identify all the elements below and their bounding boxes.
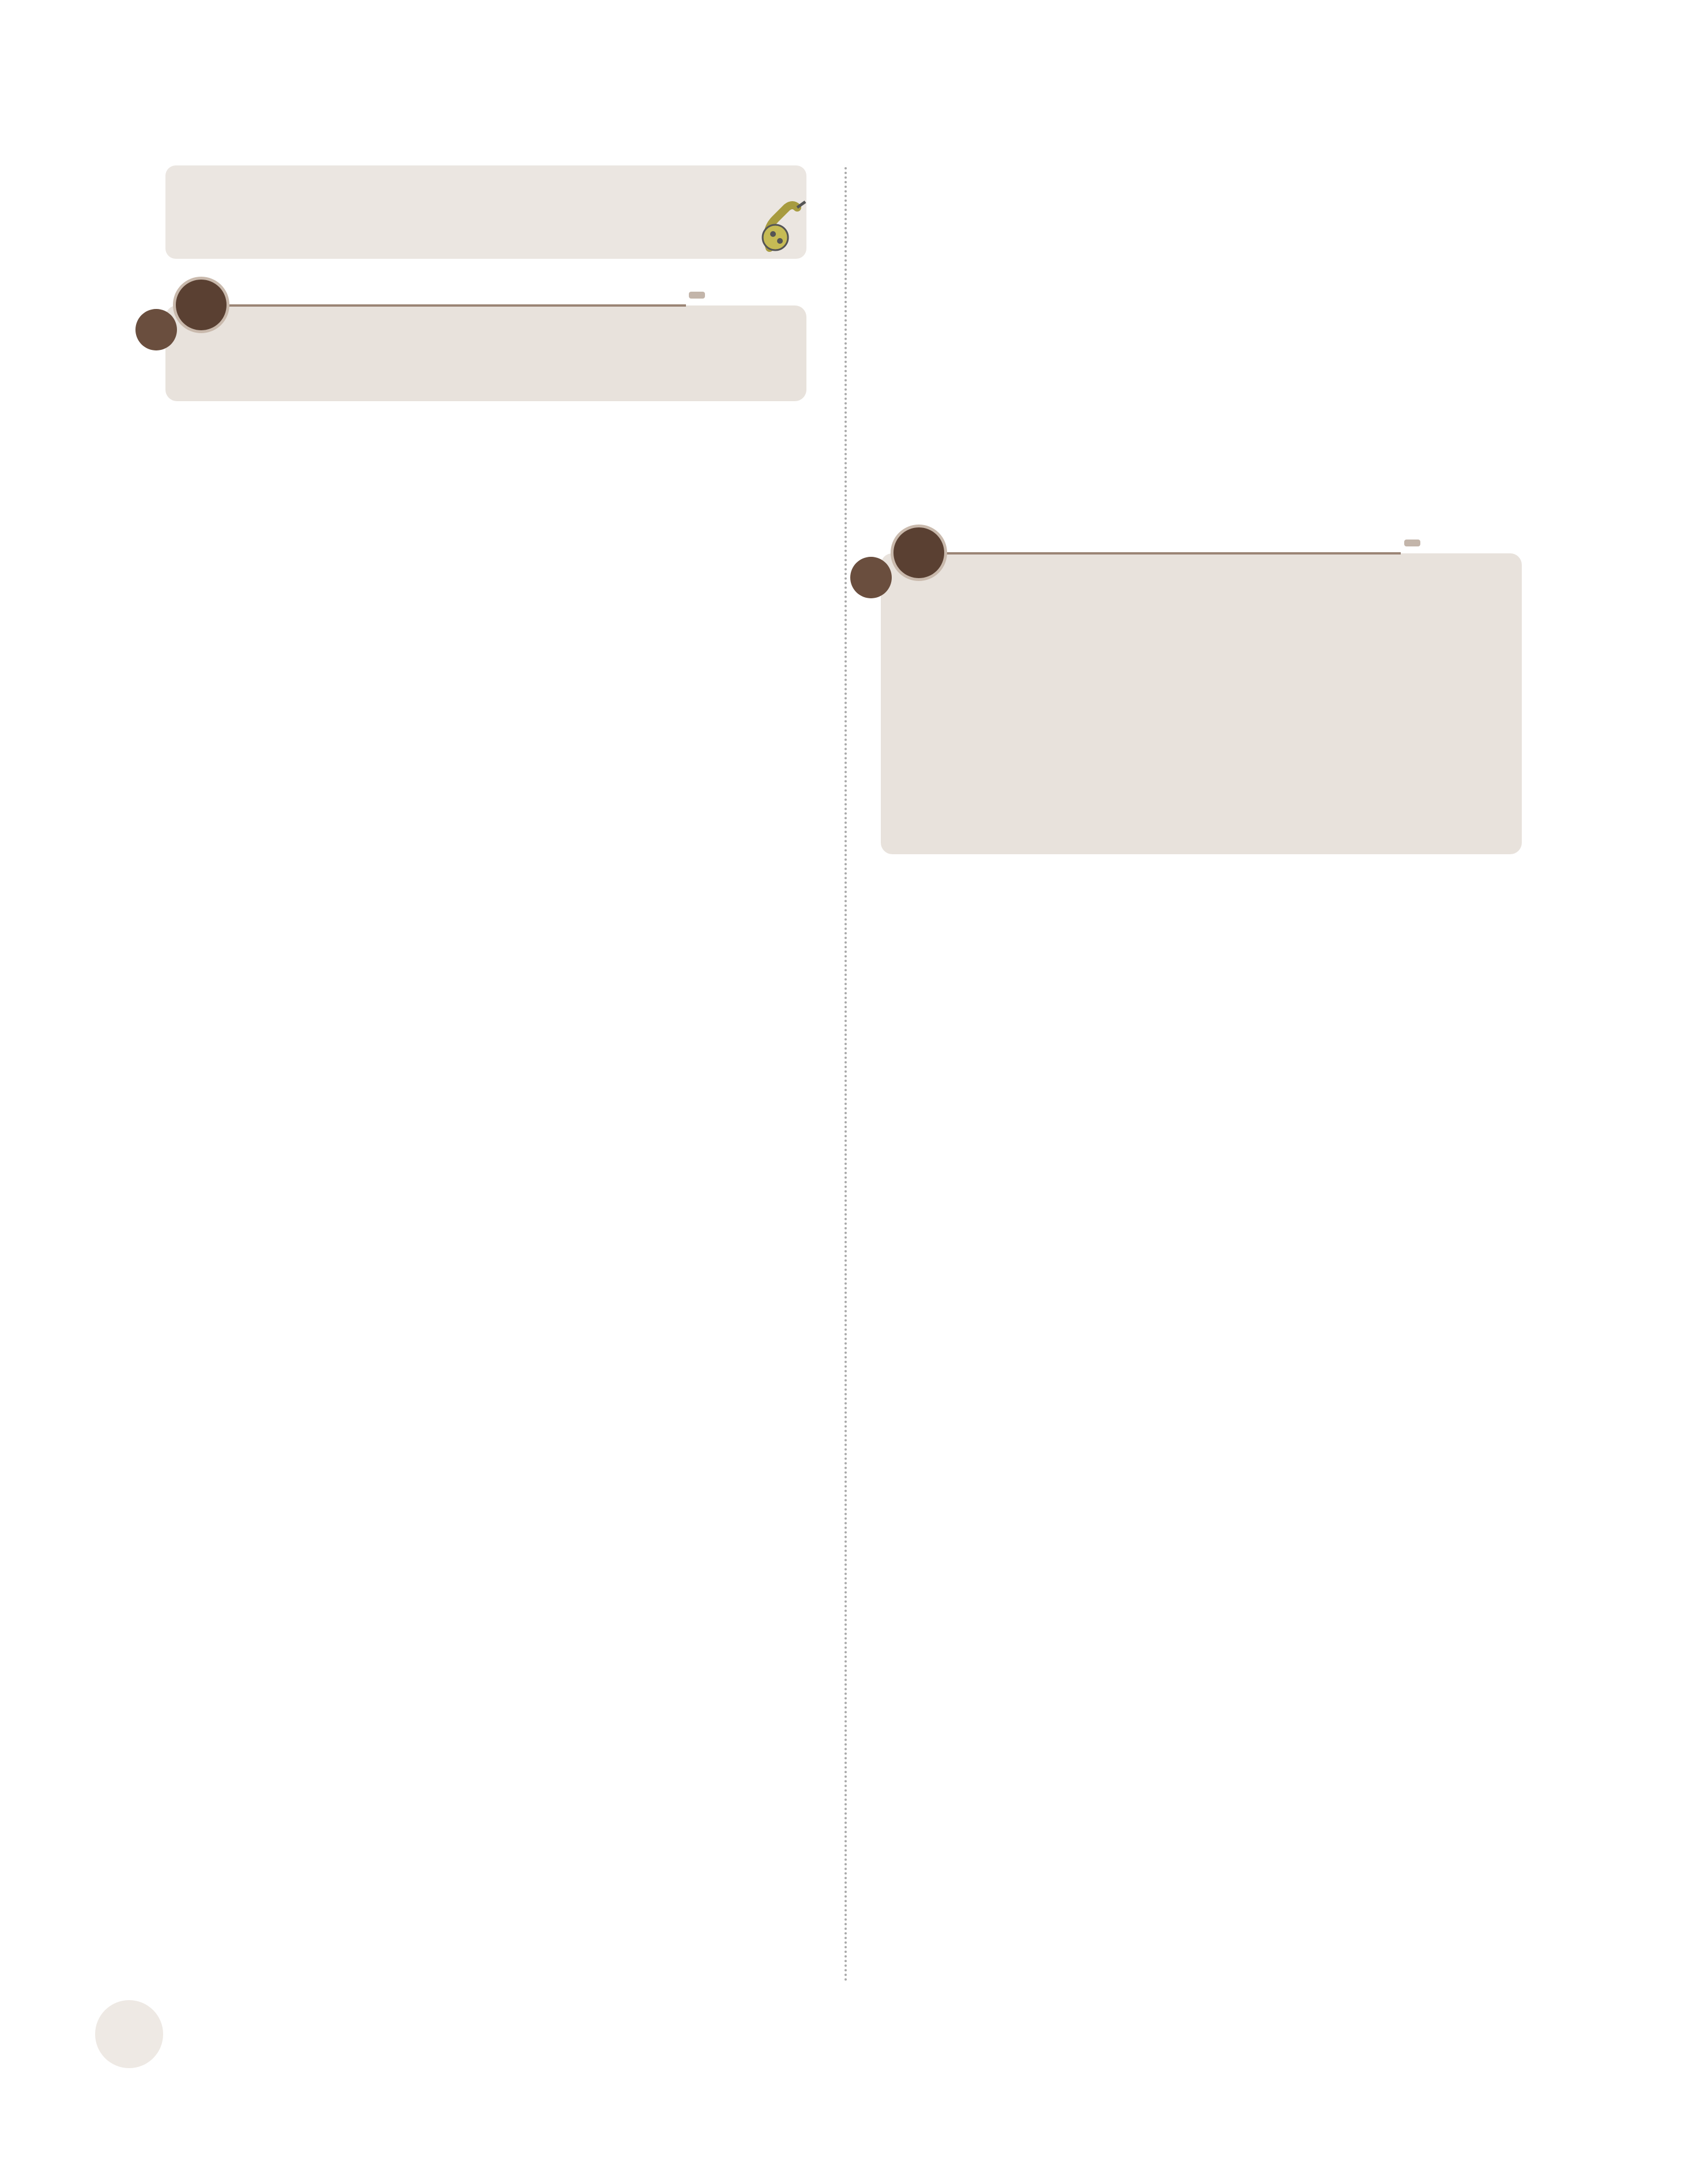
section-02-ref bbox=[1404, 540, 1420, 546]
column-divider bbox=[844, 167, 847, 1983]
chapter-title-band bbox=[165, 165, 806, 259]
section-02-badge bbox=[891, 525, 947, 581]
saxophone-icon bbox=[752, 196, 816, 259]
page-number-circle bbox=[95, 2000, 163, 2068]
section-02-rule bbox=[917, 552, 1401, 555]
section-01-core-label bbox=[135, 309, 177, 350]
section-02-box bbox=[881, 553, 1522, 854]
section-01-ref bbox=[689, 292, 705, 299]
section-02-core-label bbox=[850, 557, 892, 598]
section-01-box bbox=[165, 305, 806, 401]
section-01-badge bbox=[173, 277, 229, 333]
section-01-rule bbox=[202, 304, 686, 307]
